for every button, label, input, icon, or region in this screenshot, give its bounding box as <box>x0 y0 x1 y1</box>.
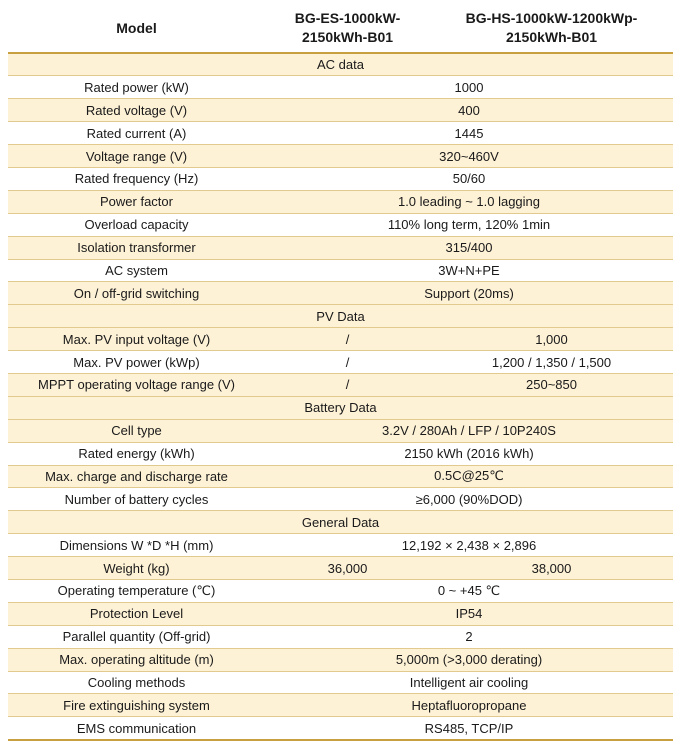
row-label: Rated power (kW) <box>8 76 265 99</box>
table-row <box>8 579 673 602</box>
row-value: 2150 kWh (2016 kWh) <box>265 442 673 465</box>
section-title: General Data <box>8 511 673 534</box>
row-value: 0.5C@25℃ <box>265 465 673 488</box>
row-value: 1.0 leading ~ 1.0 lagging <box>265 190 673 213</box>
section-title: Battery Data <box>8 396 673 419</box>
table-row <box>8 557 673 580</box>
row-value: 50/60 <box>265 167 673 190</box>
row-label: Parallel quantity (Off-grid) <box>8 625 265 648</box>
row-value: 315/400 <box>265 236 673 259</box>
row-label: Rated current (A) <box>8 122 265 145</box>
table-row <box>8 442 673 465</box>
table-row <box>8 259 673 282</box>
header-model-es-line2: 2150kWh-B01 <box>301 29 394 45</box>
row-label: Weight (kg) <box>8 557 265 580</box>
section-title: PV Data <box>8 305 673 328</box>
row-value: 3W+N+PE <box>265 259 673 282</box>
table-row <box>8 236 673 259</box>
table-row <box>8 488 673 511</box>
row-label: Protection Level <box>8 602 265 625</box>
section-header-row <box>8 53 673 76</box>
table-row <box>8 671 673 694</box>
row-label: Cooling methods <box>8 671 265 694</box>
row-label: Dimensions W *D *H (mm) <box>8 534 265 557</box>
header-model-hs-line1: BG-HS-1000kW-1200kWp- <box>465 10 638 26</box>
header-model-es <box>265 4 430 53</box>
row-value: 12,192 × 2,438 × 2,896 <box>265 534 673 557</box>
row-label: EMS communication <box>8 717 265 740</box>
table-row <box>8 465 673 488</box>
header-model-es-line1: BG-ES-1000kW- <box>294 10 401 26</box>
row-label: Number of battery cycles <box>8 488 265 511</box>
section-title: AC data <box>8 53 673 76</box>
row-label: Rated energy (kWh) <box>8 442 265 465</box>
row-value: 1000 <box>265 76 673 99</box>
row-value: ≥6,000 (90%DOD) <box>265 488 673 511</box>
row-value: Heptafluoropropane <box>265 694 673 717</box>
row-value: 110% long term, 120% 1min <box>265 213 673 236</box>
row-value: Intelligent air cooling <box>265 671 673 694</box>
row-label: Overload capacity <box>8 213 265 236</box>
row-value: Support (20ms) <box>265 282 673 305</box>
row-value: 3.2V / 280Ah / LFP / 10P240S <box>265 419 673 442</box>
row-label: Max. charge and discharge rate <box>8 465 265 488</box>
row-label: Fire extinguishing system <box>8 694 265 717</box>
row-label: Max. PV power (kWp) <box>8 351 265 374</box>
row-value: IP54 <box>265 602 673 625</box>
row-label: Voltage range (V) <box>8 145 265 168</box>
table-row <box>8 648 673 671</box>
table-row <box>8 328 673 351</box>
row-value: 0 ~ +45 ℃ <box>265 579 673 602</box>
row-value-hs: 38,000 <box>430 557 673 580</box>
table-row <box>8 602 673 625</box>
table-row <box>8 373 673 396</box>
table-row <box>8 76 673 99</box>
table-row <box>8 167 673 190</box>
row-label: Isolation transformer <box>8 236 265 259</box>
table-row <box>8 717 673 740</box>
row-value: 320~460V <box>265 145 673 168</box>
table-header-row <box>8 4 673 53</box>
header-model-hs <box>430 4 673 53</box>
spec-table-body <box>8 53 673 740</box>
row-label: On / off-grid switching <box>8 282 265 305</box>
row-label: Max. operating altitude (m) <box>8 648 265 671</box>
table-row <box>8 694 673 717</box>
row-label: Operating temperature (℃) <box>8 579 265 602</box>
section-header-row <box>8 511 673 534</box>
row-value: 400 <box>265 99 673 122</box>
row-label: Power factor <box>8 190 265 213</box>
row-label: MPPT operating voltage range (V) <box>8 373 265 396</box>
table-row <box>8 282 673 305</box>
row-value-hs: 250~850 <box>430 373 673 396</box>
row-label: Rated voltage (V) <box>8 99 265 122</box>
row-label: AC system <box>8 259 265 282</box>
section-header-row <box>8 305 673 328</box>
table-row <box>8 122 673 145</box>
row-value: 5,000m (>3,000 derating) <box>265 648 673 671</box>
table-row <box>8 190 673 213</box>
table-row <box>8 534 673 557</box>
header-model-hs-line2: 2150kWh-B01 <box>505 29 598 45</box>
row-label: Max. PV input voltage (V) <box>8 328 265 351</box>
header-model: Model <box>8 4 265 53</box>
row-label: Cell type <box>8 419 265 442</box>
row-value-es: / <box>265 328 430 351</box>
table-row <box>8 145 673 168</box>
row-value-es: / <box>265 351 430 374</box>
row-value-es: 36,000 <box>265 557 430 580</box>
row-value: 2 <box>265 625 673 648</box>
section-header-row <box>8 396 673 419</box>
spec-table <box>8 4 673 741</box>
table-row <box>8 419 673 442</box>
row-value: RS485, TCP/IP <box>265 717 673 740</box>
row-value: 1445 <box>265 122 673 145</box>
row-value-es: / <box>265 373 430 396</box>
row-label: Rated frequency (Hz) <box>8 167 265 190</box>
table-row <box>8 99 673 122</box>
row-value-hs: 1,000 <box>430 328 673 351</box>
table-row <box>8 213 673 236</box>
table-row <box>8 625 673 648</box>
row-value-hs: 1,200 / 1,350 / 1,500 <box>430 351 673 374</box>
table-row <box>8 351 673 374</box>
